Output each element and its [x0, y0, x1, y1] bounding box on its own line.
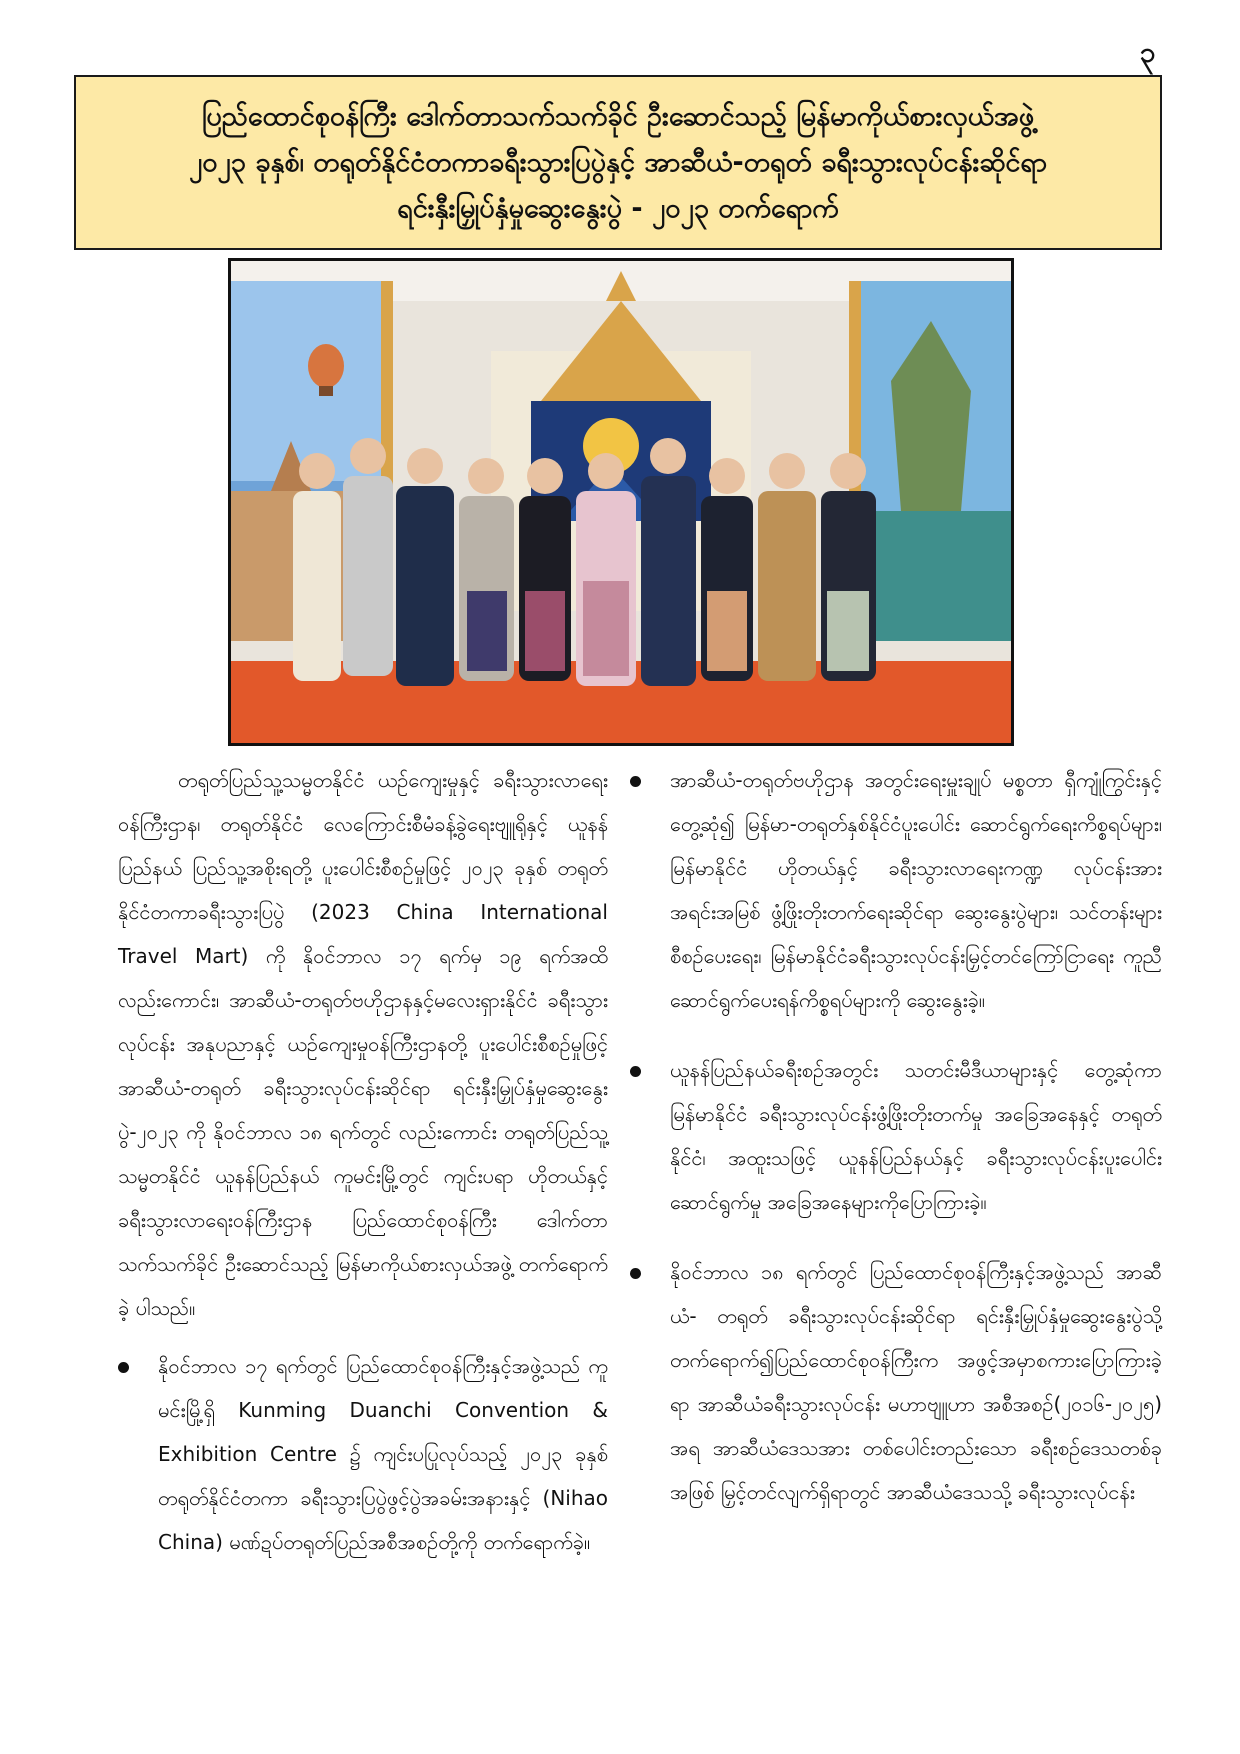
headline-line-2: ၂၀၂၃ ခုနှစ်၊ တရုတ်နိုင်ငံတကာခရီးသွားပြပွဲနှင့် အာဆီယံ-တရုတ် ခရီးသွားလုပ်ငန်းဆိုင်ရာ: [188, 146, 1048, 178]
group-photo-image: [231, 261, 1011, 743]
right-bullet-3-text: နိုဝင်ဘာလ ၁၈ ရက်တွင် ပြည်ထောင်စုဝန်ကြီးနှင့်အဖွဲ့သည် အာဆီယံ- တရုတ် ခရီးသွားလုပ်ငန်းဆိုင်ရာ ရင်းနှီးမြှုပ်နှံမှုဆွေးနွေးပွဲသို့ တက်ရောက်၍ပြည်ထောင်စုဝန်ကြီးက အဖွင့်အမှာစကားပြောကြားခဲ့ရာ အာဆီယံခရီးသွားလုပ်ငန်း မဟာဗျူဟာ အစီအစဉ်(၂၀၁၆-၂၀၂၅) အရ အာဆီယံဒေသအား တစ်ပေါင်းတည်းသော ခရီးစဉ်ဒေသတစ်ခုအဖြစ် မြှင့်တင်လျက်ရှိရာတွင် အာဆီယံဒေသသို့ ခရီးသွားလုပ်ငန်း: [670, 1260, 1162, 1504]
right-bullet-1: [630, 758, 1162, 1022]
bullet-dot-icon: [118, 1362, 129, 1373]
group-photo: [228, 258, 1014, 746]
headline-box: [74, 75, 1162, 250]
headline-line-3: ရင်းနှီးမြှုပ်နှံမှုဆွေးနွေးပွဲ - ၂၀၂၃ တက်ရောက်: [397, 192, 839, 224]
left-bullet-1: [118, 1344, 608, 1564]
left-column: [118, 758, 608, 1590]
page-number: ၃: [1140, 36, 1156, 69]
bullet-dot-icon: [630, 1268, 641, 1279]
right-bullet-1-text: အာဆီယံ-တရုတ်ဗဟိုဌာန အတွင်းရေးမှူးချုပ် မစ္စတာ ရှီကျုံကြွင်းနှင့်တွေ့ဆုံ၍ မြန်မာ-တရုတ်နှစ်နိုင်ငံပူးပေါင်း ဆောင်ရွက်ရေးကိစ္စရပ်များ၊ မြန်မာနိုင်ငံ ဟိုတယ်နှင့် ခရီးသွားလာရေးကဏ္ဍ လုပ်ငန်းအားအရင်းအမြစ် ဖွံ့ဖြိုးတိုးတက်ရေးဆိုင်ရာ ဆွေးနွေးပွဲများ၊ သင်တန်းများစီစဉ်ပေးရေး၊ မြန်မာနိုင်ငံခရီးသွားလုပ်ငန်းမြှင့်တင်ကြော်ငြာရေး ကူညီဆောင်ရွက်ပေးရန်ကိစ္စရပ်များကို ဆွေးနွေးခဲ့။: [670, 768, 1162, 1012]
bullet-dot-icon: [630, 776, 641, 787]
left-bullet-1-text: နိုဝင်ဘာလ ၁၇ ရက်တွင် ပြည်ထောင်စုဝန်ကြီးနှင့်အဖွဲ့သည် ကူမင်းမြို့ရှိ Kunming Duanchi Convention & Exhibition Centre ၌ ကျင်းပပြုလုပ်သည့် ၂၀၂၃ ခုနှစ် တရုတ်နိုင်ငံတကာ ခရီးသွားပြပွဲဖွင့်ပွဲအခမ်းအနားနှင့် (Nihao China) မဏ်ဍပ်တရုတ်ပြည်အစီအစဉ်တို့ကို တက်ရောက်ခဲ့။: [158, 1354, 608, 1554]
right-column: [630, 758, 1162, 1540]
right-bullet-2: [630, 1048, 1162, 1224]
right-bullet-2-text: ယူနန်ပြည်နယ်ခရီးစဉ်အတွင်း သတင်းမီဒီယာများနှင့် တွေ့ဆုံကာ မြန်မာနိုင်ငံ ခရီးသွားလုပ်ငန်းဖွံ့ဖြိုးတိုးတက်မှု အခြေအနေနှင့် တရုတ်နိုင်ငံ၊ အထူးသဖြင့် ယူနန်ပြည်နယ်နှင့် ခရီးသွားလုပ်ငန်းပူးပေါင်းဆောင်ရွက်မှု အခြေအနေများကိုပြောကြားခဲ့။: [670, 1058, 1162, 1214]
right-bullet-3: [630, 1250, 1162, 1514]
headline-line-1: ပြည်ထောင်စုဝန်ကြီး ဒေါက်တာသက်သက်ခိုင် ဦးဆောင်သည့် မြန်မာကိုယ်စားလှယ်အဖွဲ့: [201, 100, 1035, 132]
intro-paragraph: တရုတ်ပြည်သူ့သမ္မတနိုင်ငံ ယဉ်ကျေးမှုနှင့် ခရီးသွားလာရေးဝန်ကြီးဌာန၊ တရုတ်နိုင်ငံ လေကြောင်းစီမံခန့်ခွဲရေးဗျူရိုနှင့် ယူနန်ပြည်နယ် ပြည်သူ့အစိုးရတို့ ပူးပေါင်းစီစဉ်မှုဖြင့် ၂၀၂၃ ခုနှစ် တရုတ်နိုင်ငံတကာခရီးသွားပြပွဲ (2023 China International Travel Mart) ကို နိုဝင်ဘာလ ၁၇ ရက်မှ ၁၉ ရက်အထိ လည်းကောင်း၊ အာဆီယံ-တရုတ်ဗဟိုဌာနနှင့်မလေးရှားနိုင်ငံ ခရီးသွားလုပ်ငန်း အနုပညာနှင့် ယဉ်ကျေးမှုဝန်ကြီးဌာနတို့ ပူးပေါင်းစီစဉ်မှုဖြင့် အာဆီယံ-တရုတ် ခရီးသွားလုပ်ငန်းဆိုင်ရာ ရင်းနှီးမြှုပ်နှံမှုဆွေးနွေးပွဲ-၂၀၂၃ ကို နိုဝင်ဘာလ ၁၈ ရက်တွင် လည်းကောင်း တရုတ်ပြည်သူ့သမ္မတနိုင်ငံ ယူနန်ပြည်နယ် ကူမင်းမြို့တွင် ကျင်းပရာ ဟိုတယ်နှင့်ခရီးသွားလာရေးဝန်ကြီးဌာန ပြည်ထောင်စုဝန်ကြီး ဒေါက်တာသက်သက်ခိုင် ဦးဆောင်သည့် မြန်မာကိုယ်စားလှယ်အဖွဲ့ တက်ရောက်ခဲ့ ပါသည်။: [118, 768, 608, 1320]
bullet-dot-icon: [630, 1066, 641, 1077]
